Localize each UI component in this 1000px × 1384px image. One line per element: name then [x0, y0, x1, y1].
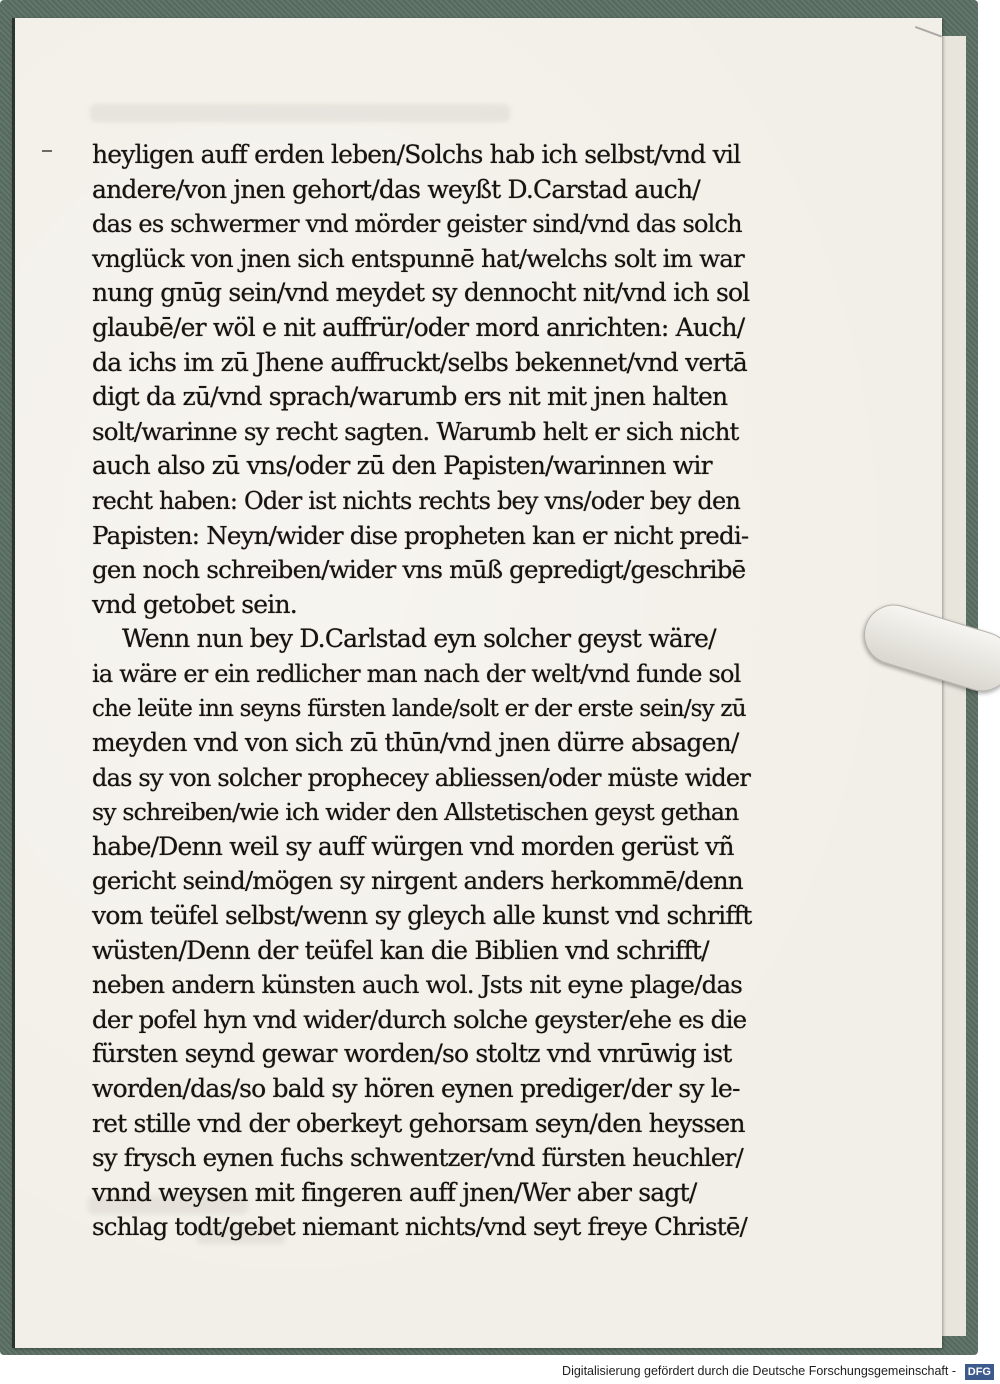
- text-line: nung gnūg sein/vnd meydet sy dennocht nit/vnd ich sol: [92, 278, 750, 308]
- text-line: sy schreiben/wie ich wider den Allstetischen geyst gethan: [92, 798, 739, 827]
- page-gutter-edge: [12, 18, 15, 1348]
- text-line: recht haben: Oder ist nichts rechts bey vns/oder bey den: [92, 486, 741, 515]
- margin-mark: [42, 150, 52, 152]
- text-line: gericht seind/mögen sy nirgent anders herkommē/denn: [92, 866, 743, 896]
- bleed-through-text: [90, 104, 510, 122]
- text-line: meyden vnd von sich zū thūn/vnd jnen dürre absagen/: [92, 728, 739, 758]
- text-line: vnd getobet sein.: [92, 589, 297, 619]
- text-line: das sy von solcher prophecey abliessen/oder müste wider: [92, 763, 750, 792]
- text-line: da ichs im zū Jhene auffruckt/selbs bekennet/vnd vertā: [92, 347, 747, 377]
- funding-credit: Digitalisierung gefördert durch die Deutsche Forschungsgemeinschaft -: [562, 1364, 956, 1378]
- text-line: sy frysch eynen fuchs schwentzer/vnd fürsten heuchler/: [92, 1143, 743, 1173]
- text-line: che leüte inn seyns fürsten lande/solt er der erste sein/sy zū: [92, 695, 746, 722]
- text-line: ia wäre er ein redlicher man nach der welt/vnd funde sol: [92, 659, 741, 688]
- text-line: wüsten/Denn der teüfel kan die Biblien vnd schrifft/: [92, 935, 709, 965]
- text-line: schlag todt/gebet niemant nichts/vnd seyt freye Christē/: [92, 1212, 748, 1242]
- text-line: worden/das/so bald sy hören eynen prediger/der sy le-: [92, 1074, 740, 1104]
- text-line: digt da zū/vnd sprach/warumb ers nit mit jnen halten: [92, 382, 728, 412]
- text-line: habe/Denn weil sy auff würgen vnd morden gerüst vñ: [92, 831, 734, 861]
- text-line: vnglück von jnen sich entspunnē hat/welchs solt im war: [92, 243, 744, 273]
- text-line: auch also zū vns/oder zū den Papisten/warinnen wir: [92, 451, 712, 481]
- text-line: andere/von jnen gehort/das weyßt D.Carstad auch/: [92, 174, 700, 204]
- printed-text-block: [92, 138, 752, 1245]
- text-line: heyligen auff erden leben/Solchs hab ich selbst/vnd vil: [92, 140, 741, 169]
- text-line: der pofel hyn vnd wider/durch solche geyster/ehe es die: [92, 1004, 747, 1034]
- text-line-paragraph-start: Wenn nun bey D.Carlstad eyn solcher geyst wäre/: [122, 624, 716, 654]
- text-line: vnnd weysen mit fingeren auff jnen/Wer aber sagt/: [92, 1177, 697, 1207]
- text-line: solt/warinne sy recht sagten. Warumb helt er sich nicht: [92, 416, 739, 446]
- text-line: glaubē/er wöl e nit auffrür/oder mord anrichten: Auch/: [92, 312, 745, 342]
- text-line: neben andern künsten auch wol. Jsts nit eyne plage/das: [92, 970, 743, 1000]
- text-line: gen noch schreiben/wider vns mūß gepredigt/geschribē: [92, 555, 746, 585]
- text-line: vom teüfel selbst/wenn sy gleych alle kunst vnd schrifft: [92, 901, 752, 931]
- text-line: das es schwermer vnd mörder geister sind/vnd das solch: [92, 210, 742, 239]
- dfg-logo: DFG: [965, 1364, 994, 1380]
- text-line: fürsten seynd gewar worden/so stoltz vnd vnrūwig ist: [92, 1039, 732, 1069]
- text-line: ret stille vnd der oberkeyt gehorsam seyn/den heyssen: [92, 1108, 745, 1138]
- text-line: Papisten: Neyn/wider dise propheten kan er nicht predi-: [92, 520, 749, 550]
